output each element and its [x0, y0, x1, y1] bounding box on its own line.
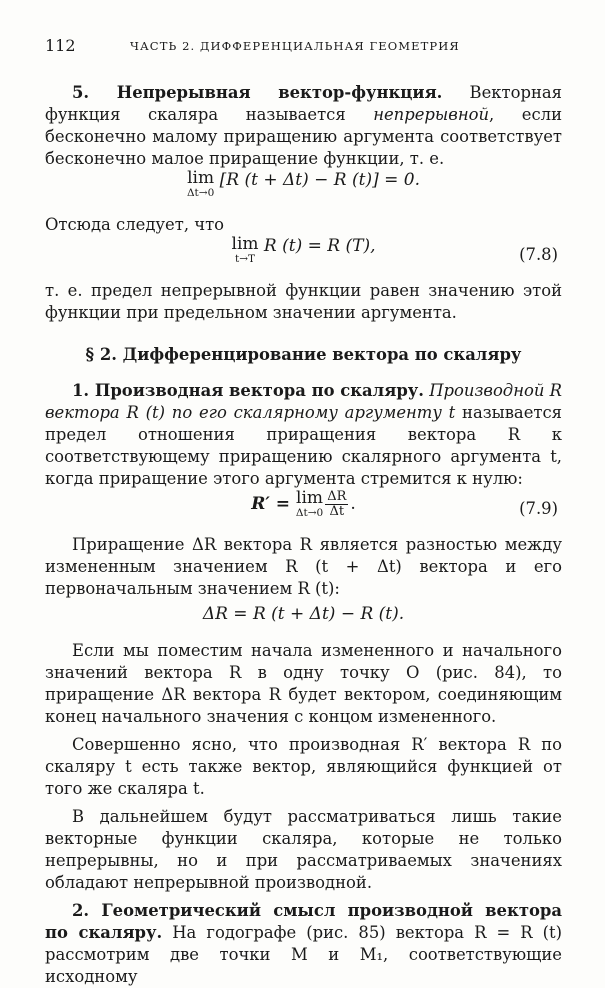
limit-operator: lim Δt→0	[186, 168, 215, 199]
page-number: 112	[45, 36, 76, 55]
page-body	[45, 82, 562, 988]
continuity-expression: [R (t + Δt) − R (t)] = 0.	[214, 170, 421, 190]
derivative-definition-italic: Производной R вектора R (t) по его скалярному аргументу t	[45, 381, 562, 422]
formula-continuity	[45, 170, 562, 214]
formula-7-9	[45, 490, 562, 534]
limit-expression: R (t) = R (T),	[258, 236, 376, 256]
paragraph-continuous-function	[45, 82, 562, 170]
formula-increment	[45, 600, 562, 630]
running-title: ЧАСТЬ 2. ДИФФЕРЕНЦИАЛЬНАЯ ГЕОМЕТРИЯ	[130, 39, 460, 53]
running-header	[45, 36, 565, 60]
limit-operator: lim t→T	[231, 234, 259, 265]
limit-operator: lim Δt→0	[295, 488, 324, 519]
item-5-text-1: Векторная функция скаляра называется	[45, 83, 562, 124]
difference-quotient	[325, 490, 348, 519]
formula-period: .	[350, 494, 356, 514]
limit-subscript: Δt→0	[295, 507, 324, 519]
item-5-heading: 5. Непрерывная вектор-функция.	[72, 83, 443, 102]
hence-line: Отсюда следует, что	[45, 215, 225, 234]
paragraph-derivative-definition	[45, 380, 562, 490]
paragraph-limit-equals-value: т. е. предел непрерывной функции равен значению этой функции при предельном значении аргумента.	[45, 281, 562, 322]
item-2-heading: 2. Геометрический смысл производной вектора по скаляру.	[45, 901, 562, 942]
paragraph-geometric-meaning	[45, 900, 562, 988]
term-continuous: непрерывной	[373, 105, 490, 124]
paragraph-continuous-derivative: В дальнейшем будут рассматриваться лишь такие векторные функции скаляра, которые не только непрерывны, но и при рассматриваемых значениях обладают непрерывной производной.	[45, 807, 562, 892]
limit-subscript: Δt→0	[186, 187, 215, 199]
item-2-text: На годографе (рис. 85) вектора R = R (t) рассмотрим две точки M и M₁, соответствующие исходному	[45, 923, 562, 986]
quotient-denominator: Δt	[329, 504, 345, 519]
paragraph-increment: Приращение ΔR вектора R является разностью между измененным значением R (t + Δt) вектора и его первоначальным значением R (t):	[45, 535, 562, 598]
paragraph-derivative-is-vector: Совершенно ясно, что производная R′ вектора R по скаляру t есть также вектор, являющийся функцией от того же скаляра t.	[45, 735, 562, 798]
derivative-lhs: R′ =	[251, 494, 296, 514]
item-1-heading: 1. Производная вектора по скаляру.	[72, 381, 425, 400]
section-heading: § 2. Дифференцирование вектора по скаляру	[85, 345, 522, 364]
derivative-definition-rest: называется предел отношения приращения вектора R к соответствующему приращению скалярного аргумента t, когда приращение этого аргумента стремится к нулю:	[45, 403, 562, 488]
equation-number-7-9: (7.9)	[519, 499, 558, 518]
formula-7-8	[45, 236, 562, 280]
equation-number-7-8: (7.8)	[519, 245, 558, 264]
limit-subscript: t→T	[235, 253, 256, 265]
item-5-text-2: , если бесконечно малому приращению аргумента соответствует бесконечно малое приращение функции, т. е.	[45, 105, 562, 168]
quotient-numerator: ΔR	[327, 489, 347, 504]
paragraph-place-origin: Если мы поместим начала измененного и начального значений вектора R в одну точку O (рис. 84), то приращение ΔR вектора R будет вектором, соединяющим конец начального значения с концом измененного.	[45, 641, 562, 726]
increment-expression: ΔR = R (t + Δt) − R (t).	[202, 604, 405, 624]
